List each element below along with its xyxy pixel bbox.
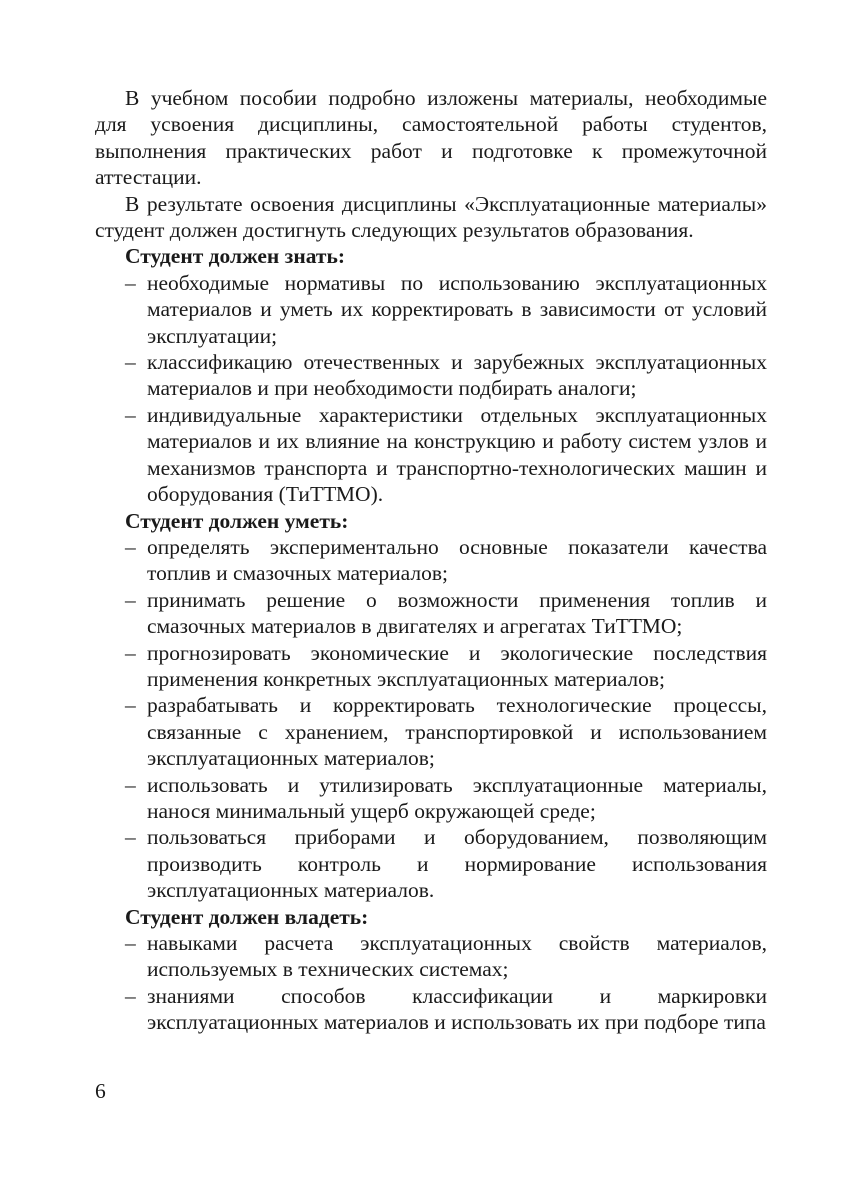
list-item	[95, 772, 767, 825]
list-item	[95, 402, 767, 508]
list-item-text: пользоваться приборами и оборудованием, позволяющим производить контроль и нормирование использования эксплуатационных материалов.	[147, 825, 767, 903]
list-item	[95, 983, 767, 1036]
dash-marker: –	[125, 270, 136, 295]
dash-marker: –	[125, 534, 136, 559]
section-heading-master: Студент должен владеть:	[125, 904, 369, 929]
list-item	[95, 824, 767, 903]
dash-marker: –	[125, 350, 136, 375]
dash-marker: –	[125, 983, 136, 1008]
list-item	[95, 587, 767, 640]
intro-paragraph: В учебном пособии подробно изложены материалы, необходимые для усвоения дисциплины, самостоятельной работы студентов, выполнения практических работ и подготовке к промежуточной аттестации.	[95, 86, 767, 190]
dash-marker: –	[125, 772, 136, 797]
list-item	[95, 534, 767, 587]
list-item	[95, 930, 767, 983]
section-heading-can: Студент должен уметь:	[125, 508, 349, 533]
dash-marker: –	[125, 931, 136, 955]
list-item-text: классификацию отечественных и зарубежных эксплуатационных материалов и при необходимости подбирать аналоги;	[147, 350, 767, 401]
list-item	[95, 692, 767, 771]
list-item-text: принимать решение о возможности применения топлив и смазочных материалов в двигателях и агрегатах ТиТТМО;	[147, 587, 767, 639]
dash-marker: –	[125, 693, 136, 718]
dash-marker: –	[125, 825, 136, 850]
dash-marker: –	[125, 587, 136, 612]
body-text	[95, 85, 767, 1036]
list-item-text: навыками расчета эксплуатационных свойств материалов, используемых в технических системах;	[147, 931, 767, 982]
list-item	[95, 270, 767, 349]
dash-marker: –	[125, 402, 136, 427]
list-item-text: индивидуальные характеристики отдельных эксплуатационных материалов и их влияние на конструкцию и работу систем узлов и механизмов транспорта и транспортно-технологических машин и оборудования (ТиТТМО).	[147, 402, 767, 507]
results-paragraph: В результате освоения дисциплины «Эксплуатационные материалы» студент должен достигнуть следующих результатов образования.	[95, 191, 767, 243]
list-item-text: прогнозировать экономические и экологические последствия применения конкретных эксплуатационных материалов;	[147, 640, 767, 691]
dash-marker: –	[125, 640, 136, 665]
list-item-text: использовать и утилизировать эксплуатационные материалы, нанося минимальный ущерб окружающей среде;	[147, 772, 767, 823]
list-item	[95, 640, 767, 693]
list-item-text: знаниями способов классификации и маркировки эксплуатационных материалов и использовать их при подборе типа	[147, 983, 767, 1035]
section-heading-know: Студент должен знать:	[125, 244, 345, 269]
list-item-text: необходимые нормативы по использованию эксплуатационных материалов и уметь их корректировать в зависимости от условий эксплуатации;	[147, 270, 767, 348]
list-item	[95, 349, 767, 402]
list-item-text: определять экспериментально основные показатели качества топлив и смазочных материалов;	[147, 534, 767, 586]
page-number: 6	[95, 1079, 106, 1103]
list-item-text: разрабатывать и корректировать технологические процессы, связанные с хранением, транспортировкой и использованием эксплуатационных материалов;	[147, 693, 767, 771]
